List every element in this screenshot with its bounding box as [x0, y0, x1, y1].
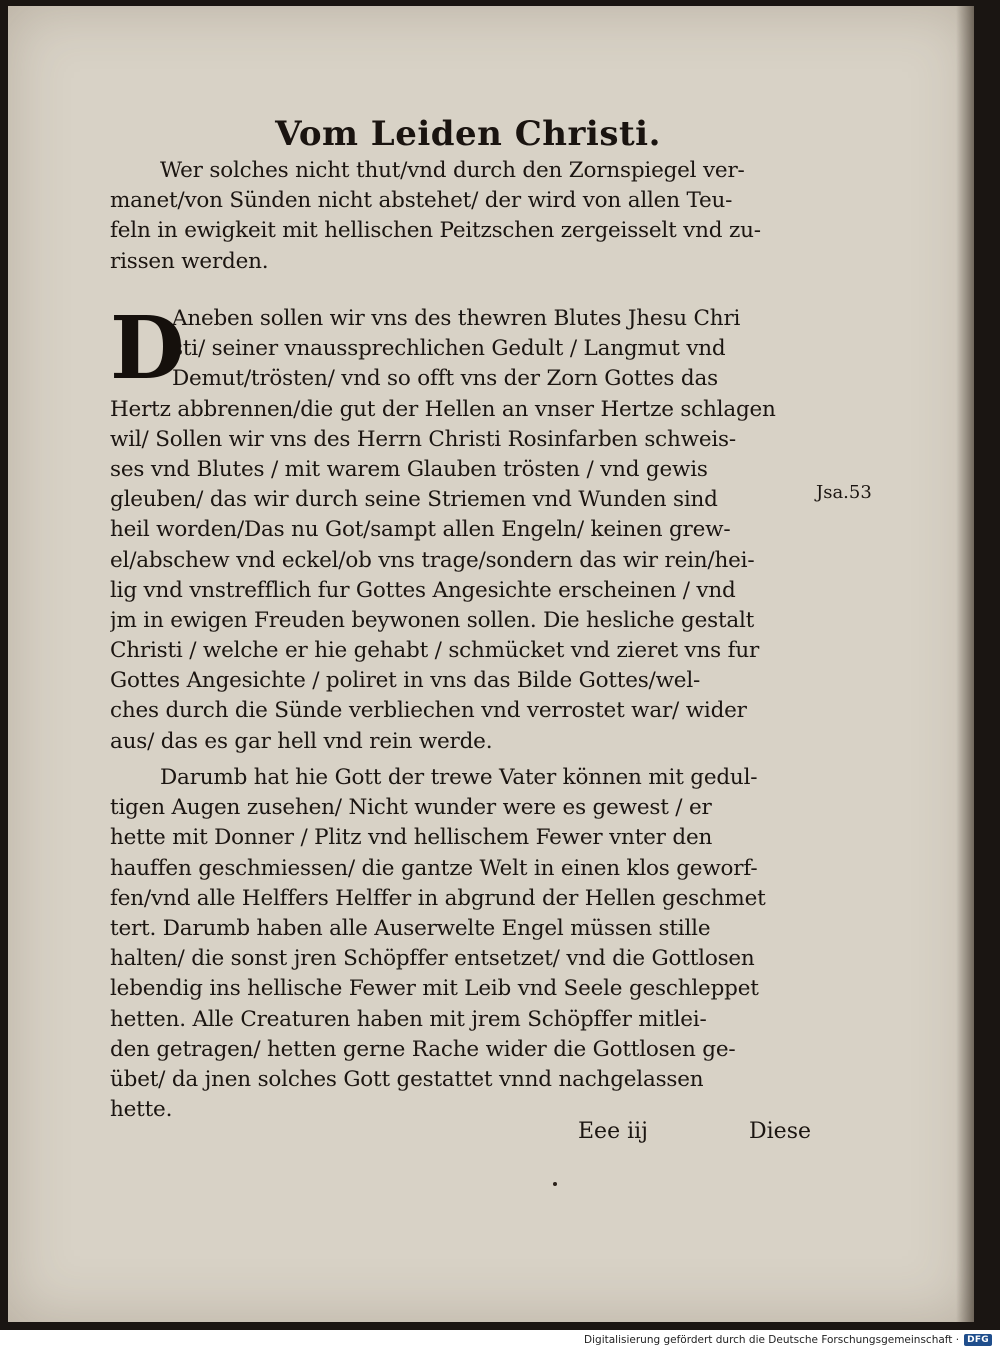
- ink-dot: [553, 1182, 557, 1186]
- text-line: hetten. Alle Creaturen haben mit jrem Schöpffer mitlei-: [110, 1006, 707, 1032]
- dfg-logo-icon: DFG: [964, 1334, 992, 1346]
- text-line: hauffen geschmiessen/ die gantze Welt in einen klos geworf-: [110, 855, 758, 881]
- text-line: sti/ seiner vnaussprechlichen Gedult / Langmut vnd: [172, 336, 726, 362]
- text-line: manet/von Sünden nicht abstehet/ der wird von allen Teu-: [110, 188, 733, 214]
- text-line: den getragen/ hetten gerne Rache wider die Gottlosen ge-: [110, 1036, 736, 1062]
- text-line: hette.: [110, 1097, 173, 1123]
- paragraph-2: [110, 298, 810, 757]
- text-line: lig vnd vnstrefflich fur Gottes Angesichte erscheinen / vnd: [110, 577, 736, 603]
- text-line: jm in ewigen Freuden beywonen sollen. Die hesliche gestalt: [110, 607, 755, 633]
- text-line: fen/vnd alle Helffers Helffer in abgrund der Hellen geschmet: [110, 885, 766, 911]
- text-line: übet/ da jnen solches Gott gestattet vnnd nachgelassen: [110, 1066, 704, 1092]
- text-line: lebendig ins hellische Fewer mit Leib vnd Seele geschleppet: [110, 976, 759, 1002]
- footer-credit-text: Digitalisierung gefördert durch die Deutsche Forschungsgemeinschaft ·: [584, 1334, 960, 1346]
- marginal-reference: Jsa.53: [816, 482, 872, 503]
- text-line: Darumb hat hie Gott der trewe Vater können mit gedul-: [160, 765, 758, 790]
- drop-capital: D: [110, 298, 185, 399]
- text-line: ses vnd Blutes / mit warem Glauben trösten / vnd gewis: [110, 456, 708, 482]
- text-line: Hertz abbrennen/die gut der Hellen an vnser Hertze schlagen: [110, 396, 776, 422]
- text-line: wil/ Sollen wir vns des Herrn Christi Rosinfarben schweis-: [110, 426, 736, 452]
- text-line: rissen werden.: [110, 248, 269, 274]
- text-line: halten/ die sonst jren Schöpffer entsetzet/ vnd die Gottlosen: [110, 946, 755, 972]
- paragraph-1: [110, 156, 810, 277]
- text-line: hette mit Donner / Plitz vnd hellischem Fewer vnter den: [110, 825, 713, 851]
- text-line: tert. Darumb haben alle Auserwelte Engel müssen stille: [110, 915, 711, 941]
- page-edge-shadow: [956, 6, 974, 1322]
- text-line: feln in ewigkeit mit hellischen Peitzschen zergeisselt vnd zu-: [110, 218, 761, 244]
- text-line: heil worden/Das nu Got/sampt allen Engeln/ keinen grew-: [110, 517, 731, 543]
- text-line: Demut/trösten/ vnd so offt vns der Zorn Gottes das: [172, 366, 718, 392]
- text-line: gleuben/ das wir durch seine Striemen vnd Wunden sind: [110, 487, 718, 513]
- paragraph-3: [110, 763, 810, 1125]
- catchword: Diese: [749, 1119, 812, 1144]
- text-line: ches durch die Sünde verbliechen vnd verrostet war/ wider: [110, 698, 747, 724]
- text-line: tigen Augen zusehen/ Nicht wunder were es gewest / er: [110, 795, 712, 821]
- signature-mark: Eee iij: [578, 1119, 648, 1144]
- book-page: [8, 6, 974, 1322]
- text-line: Gottes Angesichte / poliret in vns das Bilde Gottes/wel-: [110, 668, 701, 694]
- running-heading: Vom Leiden Christi.: [275, 114, 661, 154]
- text-line: Christi / welche er hie gehabt / schmücket vnd zieret vns fur: [110, 638, 760, 664]
- digitization-footer: [584, 1334, 992, 1346]
- text-line: aus/ das es gar hell vnd rein werde.: [110, 728, 493, 754]
- text-line: el/abschew vnd eckel/ob vns trage/sondern das wir rein/hei-: [110, 547, 755, 573]
- text-line: Aneben sollen wir vns des thewren Blutes Jhesu Chri: [172, 306, 741, 331]
- text-line: Wer solches nicht thut/vnd durch den Zornspiegel ver-: [160, 158, 745, 183]
